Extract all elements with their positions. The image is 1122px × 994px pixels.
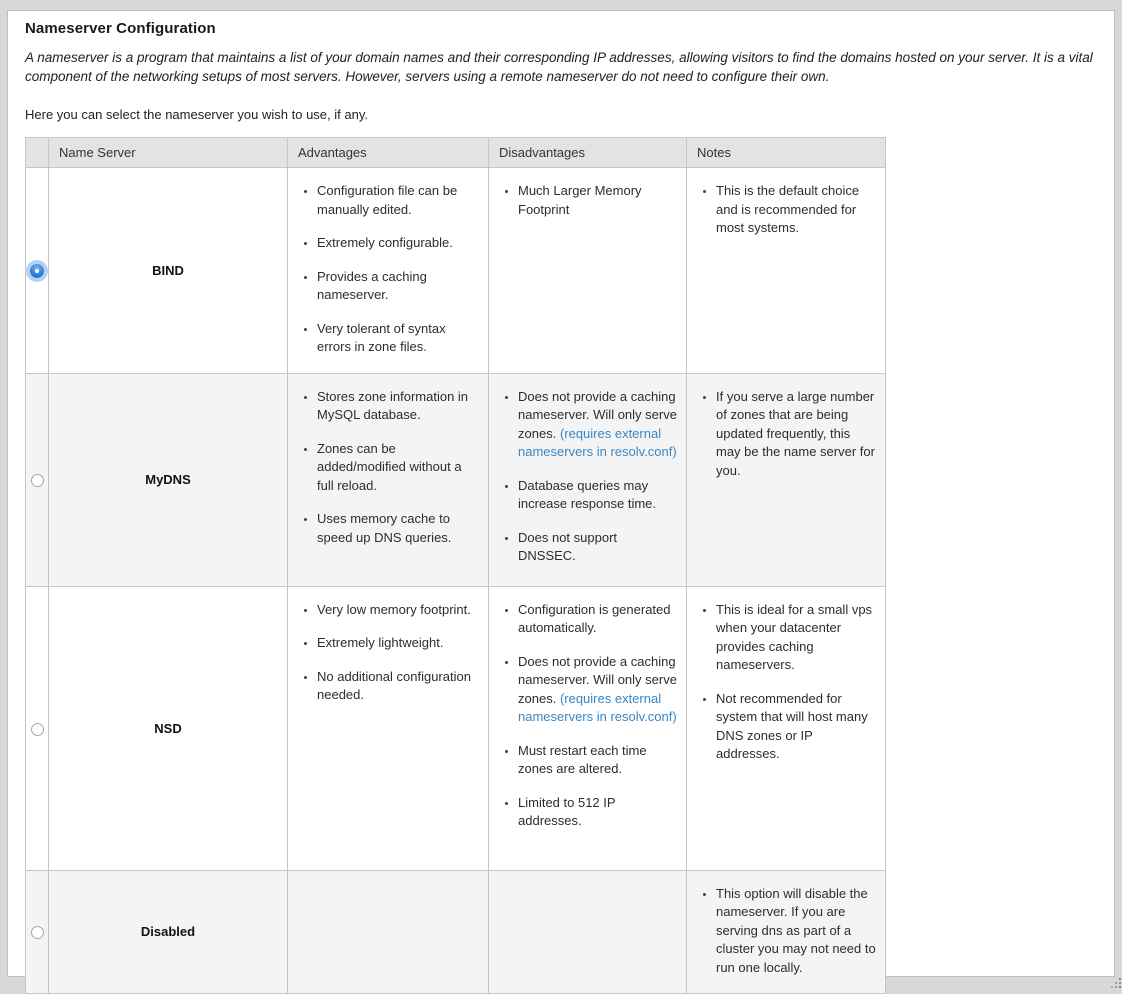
bullet-text: Extremely configurable. (317, 235, 453, 250)
list-item (317, 320, 479, 357)
nameserver-name-mydns: MyDNS (49, 373, 288, 586)
radio-bind[interactable] (30, 264, 44, 278)
nameserver-name-bind: BIND (49, 168, 288, 374)
page-title: Nameserver Configuration (25, 20, 1097, 37)
notes-cell-bind (687, 168, 886, 374)
list-item (317, 440, 479, 496)
table-row-nsd (26, 586, 886, 870)
list-item (317, 601, 479, 620)
list-item (317, 268, 479, 305)
bullet-text: Zones can be added/modified without a full reload. (317, 441, 462, 493)
notes-cell-disabled (687, 870, 886, 994)
bullet-text: Extremely lightweight. (317, 635, 443, 650)
mydns-resolv-conf-link[interactable]: (requires external nameservers in resolv.conf) (518, 426, 677, 460)
resize-grip-icon[interactable] (1110, 976, 1122, 989)
list-item (317, 234, 479, 253)
column-header-disadvantages: Disadvantages (489, 138, 687, 168)
list-item (518, 794, 677, 831)
disadvantages-cell-disabled (489, 870, 687, 994)
list-item (518, 601, 677, 638)
bullet-text: Configuration is generated automatically. (518, 602, 671, 636)
nameserver-table (25, 137, 886, 994)
table-row-bind (26, 168, 886, 374)
bullet-text: No additional configuration needed. (317, 669, 471, 703)
table-header-row (26, 138, 886, 168)
bullet-text: This is the default choice and is recommended for most systems. (716, 183, 859, 235)
bullet-text: This is ideal for a small vps when your datacenter provides caching nameservers. (716, 602, 872, 673)
bullet-text: Must restart each time zones are altered. (518, 743, 647, 777)
list-item (716, 690, 876, 764)
bullet-text: Much Larger Memory Footprint (518, 183, 642, 217)
disadvantages-list (490, 375, 685, 566)
list-item (317, 634, 479, 653)
column-header-name-server: Name Server (49, 138, 288, 168)
bullet-text: Not recommended for system that will host many DNS zones or IP addresses. (716, 691, 868, 762)
advantages-cell-nsd (288, 586, 489, 870)
advantages-cell-bind (288, 168, 489, 374)
content-panel (7, 10, 1115, 977)
table-row-disabled (26, 870, 886, 994)
list-item (317, 182, 479, 219)
notes-cell-nsd (687, 586, 886, 870)
list-item (716, 885, 876, 978)
advantages-list (289, 169, 487, 357)
radio-cell-mydns[interactable] (26, 373, 49, 586)
radio-disabled[interactable] (31, 926, 44, 939)
column-header-radio (26, 138, 49, 168)
list-item (716, 182, 876, 238)
list-item (518, 742, 677, 779)
list-item (518, 388, 677, 462)
bullet-text: Limited to 512 IP addresses. (518, 795, 615, 829)
bullet-text: Database queries may increase response time. (518, 478, 656, 512)
nsd-resolv-conf-link[interactable]: (requires external nameservers in resolv.conf) (518, 691, 677, 725)
advantages-cell-mydns (288, 373, 489, 586)
disadvantages-list (490, 169, 685, 219)
list-item (317, 668, 479, 705)
table-row-mydns (26, 373, 886, 586)
list-item (518, 477, 677, 514)
radio-mydns[interactable] (31, 474, 44, 487)
list-item (317, 388, 479, 425)
column-header-advantages: Advantages (288, 138, 489, 168)
advantages-list (289, 588, 487, 705)
notes-cell-mydns (687, 373, 886, 586)
radio-cell-disabled[interactable] (26, 870, 49, 994)
radio-cell-nsd[interactable] (26, 586, 49, 870)
advantages-cell-disabled (288, 870, 489, 994)
advantages-list (289, 375, 487, 548)
disadvantages-cell-bind (489, 168, 687, 374)
bullet-text: Does not provide a caching nameserver. Will only serve zones. (518, 389, 677, 441)
bullet-text: Does not support DNSSEC. (518, 530, 617, 564)
nameserver-name-nsd: NSD (49, 586, 288, 870)
bullet-text: Provides a caching nameserver. (317, 269, 427, 303)
list-item (518, 653, 677, 727)
list-item (716, 388, 876, 481)
list-item (716, 601, 876, 675)
notes-list (688, 588, 884, 764)
bullet-text: Stores zone information in MySQL database. (317, 389, 468, 423)
bullet-text: Does not provide a caching nameserver. Will only serve zones. (518, 654, 677, 706)
select-note: Here you can select the nameserver you wish to use, if any. (25, 107, 1097, 122)
intro-text: A nameserver is a program that maintains a list of your domain names and their corresponding IP addresses, allowing visitors to find the domains hosted on your server. It is a vital component of the networking setups of most servers. However, servers using a remote nameserver do not need to configure their own. (25, 48, 1097, 86)
bullet-text: This option will disable the nameserver. If you are serving dns as part of a cluster you may not need to run one locally. (716, 886, 876, 975)
bullet-text: Very tolerant of syntax errors in zone files. (317, 321, 446, 355)
notes-list (688, 872, 884, 978)
column-header-notes: Notes (687, 138, 886, 168)
disadvantages-cell-mydns (489, 373, 687, 586)
bullet-text: Uses memory cache to speed up DNS queries. (317, 511, 451, 545)
nameserver-name-disabled: Disabled (49, 870, 288, 994)
bullet-text: Configuration file can be manually edited. (317, 183, 457, 217)
disadvantages-cell-nsd (489, 586, 687, 870)
bullet-text: If you serve a large number of zones that are being updated frequently, this may be the name server for you. (716, 389, 875, 478)
radio-cell-bind[interactable] (26, 168, 49, 374)
list-item (518, 182, 677, 219)
list-item (317, 510, 479, 547)
bullet-text: Very low memory footprint. (317, 602, 471, 617)
disadvantages-list (490, 588, 685, 831)
radio-nsd[interactable] (31, 723, 44, 736)
list-item (518, 529, 677, 566)
notes-list (688, 375, 884, 481)
notes-list (688, 169, 884, 238)
